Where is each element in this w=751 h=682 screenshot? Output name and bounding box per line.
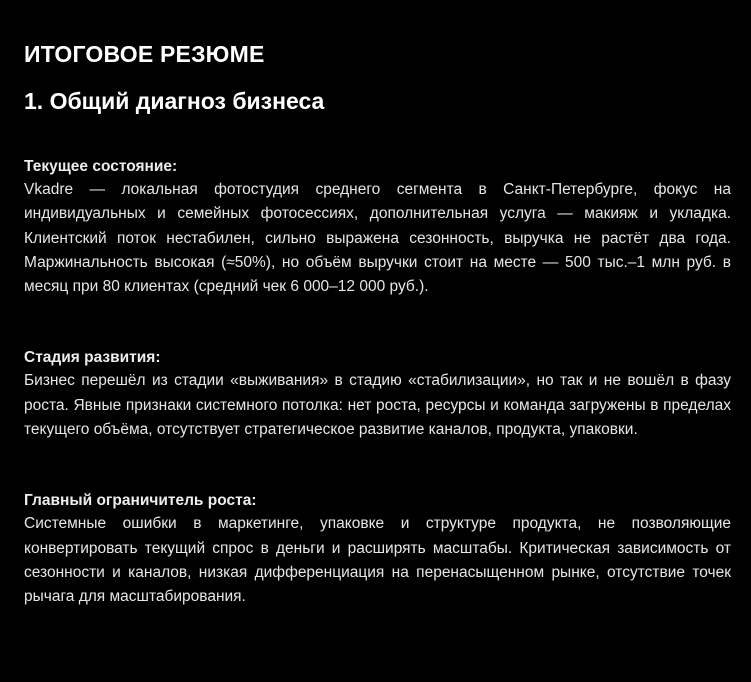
current-state-label: Текущее состояние:: [24, 158, 178, 175]
growth-limiter-block: [24, 490, 731, 609]
current-state-text: Vkadre — локальная фотостудия среднего сегмента в Санкт-Петербурге, фокус на индивидуальных и семейных фотосессиях, дополнительная услуга — макияж и укладка. Клиентский поток нестабилен, сильно выражена сезонность, выручка не растёт два года. Маржинальность высокая (≈50%), но объём выручки стоит на месте — 500 тыс.–1 млн руб. в месяц при 80 клиентах (средний чек 6 000–12 000 руб.).: [24, 181, 731, 296]
growth-limiter-label: Главный ограничитель роста:: [24, 492, 257, 510]
development-stage-block: [24, 347, 731, 442]
development-stage-text: Бизнес перешёл из стадии «выживания» в стадию «стабилизации», но так и не вошёл в фазу роста. Явные признаки системного потолка: нет роста, ресурсы и команда загружены в пределах текущего объёма, отсутствует стратегическое развитие каналов, продукта, упаковки.: [24, 372, 731, 439]
growth-limiter-text: Системные ошибки в маркетинге, упаковке и структуре продукта, не позволяющие конвертировать текущий спрос в деньги и расширять масштабы. Критическая зависимость от сезонности и каналов, низкая дифференциация на перенасыщенном рынке, отсутствие точек рычага для масштабирования.: [24, 515, 731, 606]
document-title: ИТОГОВОЕ РЕЗЮМЕ: [24, 41, 265, 67]
section-title: 1. Общий диагноз бизнеса: [24, 88, 325, 114]
development-stage-label: Стадия развития:: [24, 349, 161, 367]
current-state-block: [24, 156, 731, 299]
